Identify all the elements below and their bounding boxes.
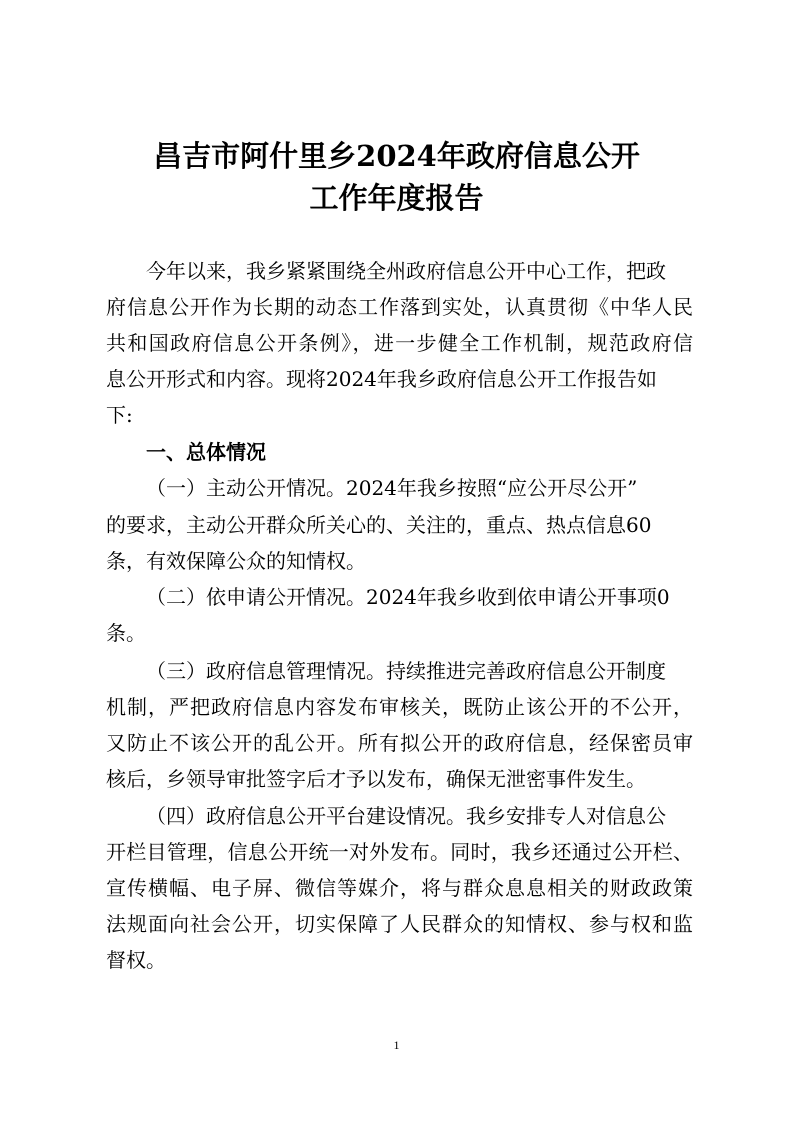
document-title-line-2: 工作年度报告 bbox=[309, 181, 484, 215]
item1-line: 的要求，主动公开群众所关心的、关注的，重点、热点信息60 bbox=[106, 513, 652, 537]
page-number: 1 bbox=[393, 1038, 400, 1052]
item3-line: 核后，乡领导审批签字后才予以发布，确保无泄密事件发生。 bbox=[106, 767, 646, 791]
item3-line: 又防止不该公开的乱公开。所有拟公开的政府信息，经保密员审 bbox=[106, 731, 693, 755]
item4-line: 开栏目管理，信息公开统一对外发布。同时，我乡还通过公开栏、 bbox=[106, 840, 693, 864]
item4-line: 督权。 bbox=[106, 948, 166, 972]
intro-line: 府信息公开作为长期的动态工作落到实处，认真贯彻《中华人民 bbox=[106, 295, 693, 319]
intro-line: 息公开形式和内容。现将2024年我乡政府信息公开工作报告如 bbox=[106, 367, 657, 391]
intro-line: 今年以来，我乡紧紧围绕全州政府信息公开中心工作，把政 bbox=[146, 259, 666, 283]
section-heading: 一、总体情况 bbox=[146, 440, 266, 464]
item2-line: （二）依申请公开情况。2024年我乡收到依申请公开事项0 bbox=[146, 585, 670, 609]
item4-line: （四）政府信息公开平台建设情况。我乡安排专人对信息公 bbox=[146, 804, 666, 828]
document-title-line-1: 昌吉市阿什里乡2024年政府信息公开 bbox=[153, 139, 640, 173]
item1-line: 条，有效保障公众的知情权。 bbox=[106, 549, 366, 573]
item2-line: 条。 bbox=[106, 621, 146, 645]
item4-line: 法规面向社会公开，切实保障了人民群众的知情权、参与权和监 bbox=[106, 912, 693, 936]
intro-line: 下: bbox=[106, 403, 133, 427]
intro-line: 共和国政府信息公开条例》，进一步健全工作机制，规范政府信 bbox=[106, 331, 693, 355]
item3-line: （三）政府信息管理情况。持续推进完善政府信息公开制度 bbox=[146, 659, 666, 683]
item3-line: 机制，严把政府信息内容发布审核关，既防止该公开的不公开， bbox=[106, 695, 693, 719]
item4-line: 宣传横幅、电子屏、微信等媒介，将与群众息息相关的财政政策 bbox=[106, 876, 693, 900]
item1-line: （一）主动公开情况。2024年我乡按照“应公开尽公开” bbox=[146, 476, 638, 500]
